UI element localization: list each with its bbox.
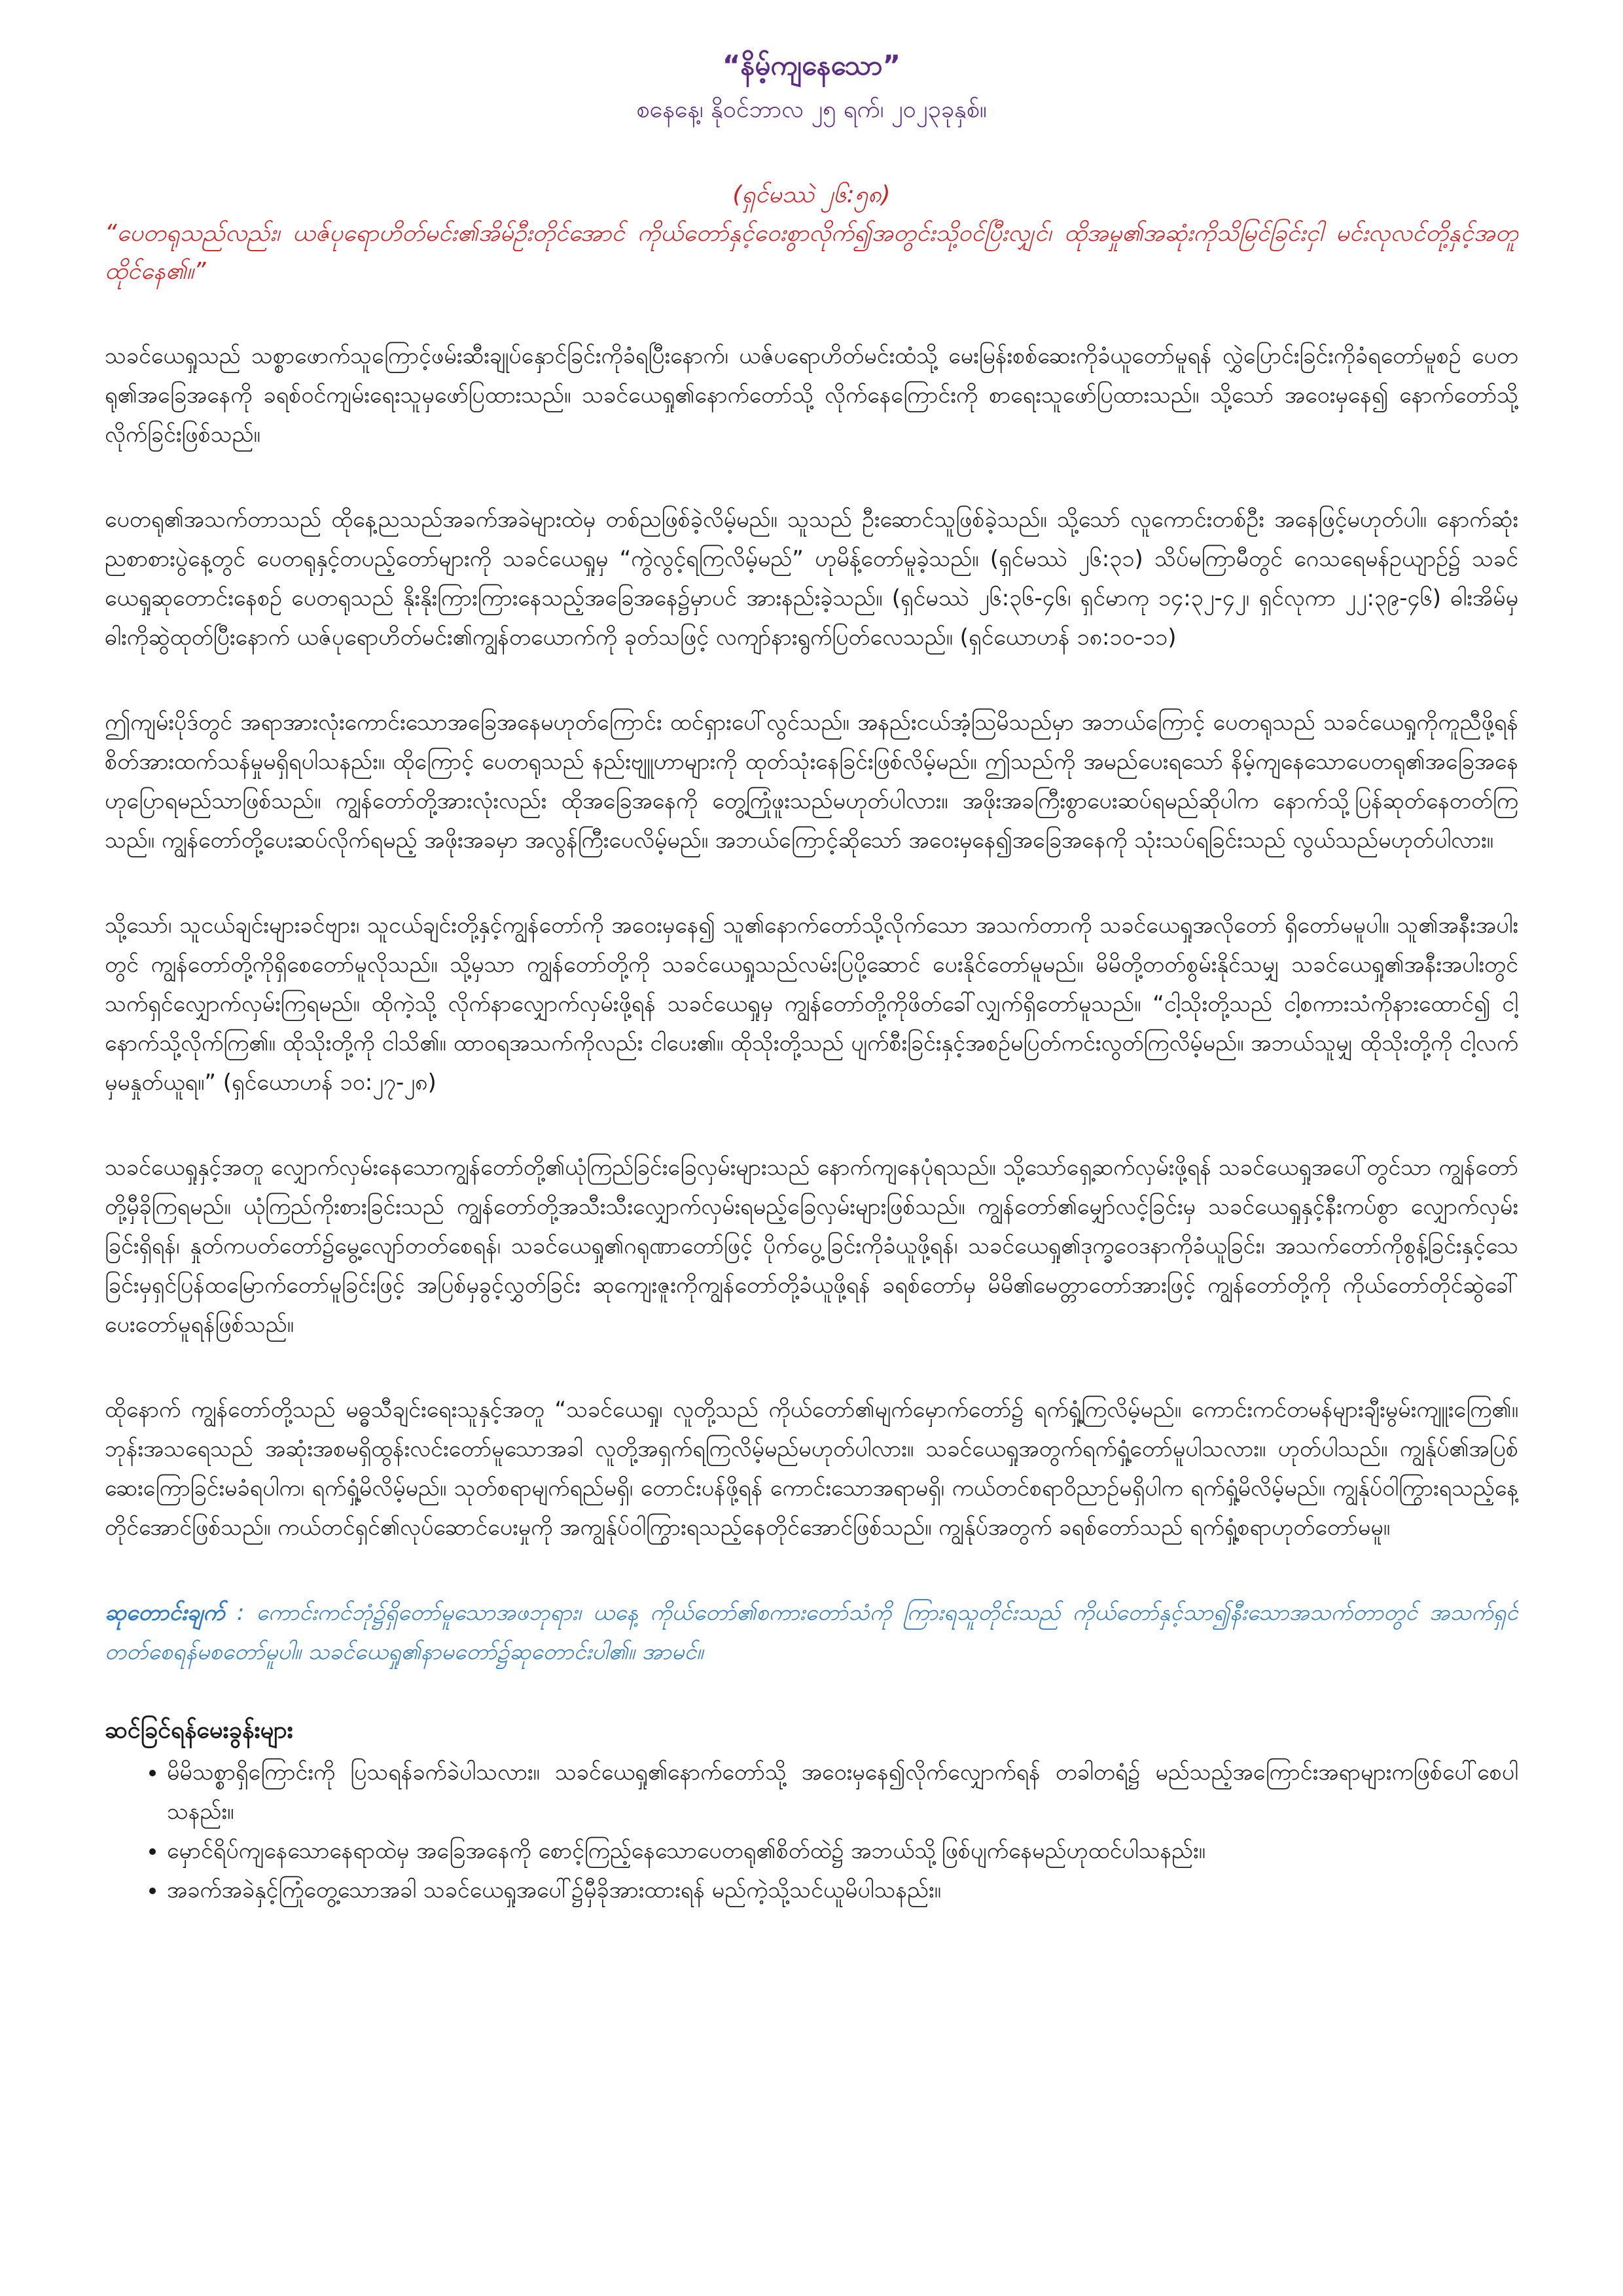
prayer-label: ဆုတောင်းချက် [105,1600,225,1626]
question-item-1: • မိမိသစ္စာရှိကြောင်းကို ပြသရန်ခက်ခဲပါသလား။ သခင်ယေရှု၏နောက်တော်သို့ အဝေးမှနေ၍လိုက်လျှောက်ရန် တခါတရံ၌ မည်သည့်အကြောင်းအရာများကဖြစ်ပေါ်စေပါသနည်း။ [167,1753,1518,1831]
questions-list [105,1753,1518,1910]
prayer-separator: : [224,1600,257,1626]
body-paragraph-2: ပေတရု၏အသက်တာသည် ထိုနေ့ညသည်အခက်အခဲများထဲမှ တစ်ညဖြစ်ခဲ့လိမ့်မည်။ သူသည် ဦးဆောင်သူဖြစ်ခဲ့သည်။ သို့သော် လူကောင်းတစ်ဦး အနေဖြင့်မဟုတ်ပါ။ နောက်ဆုံးညစာစားပွဲနေ့တွင် ပေတရုနှင့်တပည့်တော်များကို သခင်ယေရှုမှ “ကွဲလွင့်ရကြလိမ့်မည်” ဟုမိန့်တော်မူခဲ့သည်။ (ရှင်မဿဲ ၂၆:၃၁) သိပ်မကြာမီတွင် ဂေသရေမန်ဥယျာဉ်၌ သခင်ယေရှုဆုတောင်းနေစဉ် ပေတရုသည် နိုးနိုးကြားကြားနေသည့်အခြေအနေ၌မှာပင် အားနည်းခဲ့သည်။ (ရှင်မဿဲ ၂၆:၃၆-၄၆၊ ရှင်မာကု ၁၄:၃၂-၄၂၊ ရှင်လုကာ ၂၂:၃၉-၄၆) ဓါးအိမ်မှ ဓါးကိုဆွဲထုတ်ပြီးနောက် ယဇ်ပုရောဟိတ်မင်း၏ကျွန်တယောက်ကို ခုတ်သဖြင့် လကျာ်နားရွက်ပြတ်လေသည်။ (ရှင်ယောဟန် ၁၈:၁၀-၁၁) [105,507,1518,651]
questions-heading: ဆင်ခြင်ရန်မေးခွန်းများ [105,1717,293,1744]
page-title: “နိမ့်ကျနေသော” [722,49,901,81]
body-paragraph-1: သခင်ယေရှုသည် သစ္စာဖောက်သူကြောင့်ဖမ်းဆီးချုပ်နှောင်ခြင်းကိုခံရပြီးနောက်၊ ယဇ်ပရောဟိတ်မင်းထံသို့ မေးမြန်းစစ်ဆေးကိုခံယူတော်မူရန် လွှဲပြောင်းခြင်းကိုခံရတော်မူစဉ် ပေတရု၏အခြေအနေကို ခရစ်ဝင်ကျမ်းရေးသူမှဖော်ပြထားသည်။ သခင်ယေရှု၏နောက်တော်သို့ လိုက်နေကြောင်းကို စာရေးသူဖော်ပြထားသည်။ သို့သော် အဝေးမှနေ၍ နောက်တော်သို့လိုက်ခြင်းဖြစ်သည်။ [105,343,1518,448]
body-paragraph-4: သို့သော်၊ သူငယ်ချင်းများခင်ဗျား၊ သူငယ်ချင်းတို့နှင့်ကျွန်တော်ကို အဝေးမှနေ၍ သူ၏နောက်တော်သို့လိုက်သော အသက်တာကို သခင်ယေရှုအလိုတော် ရှိတော်မမူပါ။ သူ၏အနီးအပါးတွင် ကျွန်တော်တို့ကိုရှိစေတော်မူလိုသည်။ သို့မှသာ ကျွန်တော်တို့ကို သခင်ယေရှုသည်လမ်းပြပို့ဆောင် ပေးနိုင်တော်မူမည်။ မိမိတို့တတ်စွမ်းနိုင်သမျှ သခင်ယေရှု၏အနီးအပါးတွင် သက်ရှင်လျှောက်လှမ်းကြရမည်။ ထိုကဲ့သို့ လိုက်နာလျှောက်လှမ်းဖို့ရန် သခင်ယေရှုမှ ကျွန်တော်တို့ကိုဖိတ်ခေါ်လျှက်ရှိတော်မူသည်။ “ငါ့သိုးတို့သည် ငါ့စကားသံကိုနားထောင်၍ ငါ့နောက်သို့လိုက်ကြ၏။ ထိုသိုးတို့ကို ငါသိ၏။ ထာဝရအသက်ကိုလည်း ငါပေး၏။ ထိုသိုးတို့သည် ပျက်စီးခြင်းနှင့်အစဉ်မပြတ်ကင်းလွတ်ကြလိမ့်မည်။ အဘယ်သူမျှ ထိုသိုးတို့ကို ငါ့လက်မှမနှုတ်ယူရ။” (ရှင်ယောဟန် ၁၀:၂၇-၂၈) [105,912,1518,1096]
prayer-block [105,1593,1518,1672]
question-item-3: • အခက်အခဲနှင့်ကြုံတွေ့သောအခါ သခင်ယေရှုအပေါ်၌မှီခိုအားထားရန် မည်ကဲ့သို့သင်ယူမိပါသနည်း။ [167,1871,1518,1910]
body-paragraph-6: ထိုနောက် ကျွန်တော်တို့သည် မဓ္ဓသီချင်းရေးသူနှင့်အတူ “သခင်ယေရှု၊ လူတို့သည် ကိုယ်တော်၏မျက်မှောက်တော်၌ ရက်ရှုံ့ကြလိမ့်မည်။ ကောင်းကင်တမန်များချီးမွမ်းကျူးကြေ၏။ ဘုန်းအသရေသည် အဆုံးအစမရှိထွန်းလင်းတော်မူသောအခါ လူတို့အရှက်ရကြလိမ့်မည်မဟုတ်ပါလား။ သခင်ယေရှုအတွက်ရက်ရှုံ့တော်မူပါသလား။ ဟုတ်ပါသည်။ ကျွန်ုပ်၏အပြစ်ဆေးကြောခြင်းမခံရပါက၊ ရက်ရှုံ့မိလိမ့်မည်။ သုတ်စရာမျက်ရည်မရှိ၊ တောင်းပန်ဖို့ရန် ကောင်းသောအရာမရှိ၊ ကယ်တင်စရာဝိညာဉ်မရှိပါက ရက်ရှုံ့မိလိမ့်မည်။ ကျွန်ုပ်ဝါကြွားရသည့်နေ့တိုင်အောင်ဖြစ်သည်။ ကယ်တင်ရှင်၏လုပ်ဆောင်ပေးမှုကို အကျွန်ုပ်ဝါကြွားရသည့်နေတိုင်အောင်ဖြစ်သည်။ ကျွန်ုပ်အတွက် ခရစ်တော်သည် ရက်ရှုံ့စရာဟုတ်တော်မမူ။ [105,1397,1518,1541]
question-item-2: • မှောင်ရိပ်ကျနေသောနေရာထဲမှ အခြေအနေကို စောင့်ကြည့်နေသောပေတရု၏စိတ်ထဲ၌ အဘယ်သို့ဖြစ်ပျက်နေမည်ဟုထင်ပါသနည်း။ [167,1831,1518,1871]
verse-reference: (ရှင်မဿဲ ၂၆:၅၈) [732,181,891,208]
body-paragraph-5: သခင်ယေရှုနှင့်အတူ လျှောက်လှမ်းနေသောကျွန်တော်တို့၏ယုံကြည်ခြင်းခြေလှမ်းများသည် နောက်ကျနေပုံရသည်။ သို့သော်ရှေ့ဆက်လှမ်းဖို့ရန် သခင်ယေရှုအပေါ်တွင်သာ ကျွန်တော်တို့မှီခိုကြရမည်။ ယုံကြည်ကိုးစားခြင်းသည် ကျွန်တော်တို့အသီးသီးလျှောက်လှမ်းရမည့်ခြေလှမ်းများဖြစ်သည်။ ကျွန်တော်၏မျှော်လင့်ခြင်းမှ သခင်ယေရှုနှင့်နီးကပ်စွာ လျှောက်လှမ်းခြင်းရှိရန်၊ နှုတ်ကပတ်တော်၌မွေ့လျော်တတ်စေရန်၊ သခင်ယေရှု၏ဂရုဏာတော်ဖြင့် ပိုက်ပွေ့ခြင်းကိုခံယူဖို့ရန်၊ သခင်ယေရှု၏ဒုက္ခဝေဒနာကိုခံယူခြင်း၊ အသက်တော်ကိုစွန့်ခြင်းနှင့်သေခြင်းမှရှင်ပြန်ထမြောက်တော်မူခြင်းဖြင့် အပြစ်မှခွင့်လွှတ်ခြင်း ဆုကျေးဇူးကိုကျွန်တော်တို့ခံယူဖို့ရန် ခရစ်တော်မှ မိမိ၏မေတ္တာတော်အားဖြင့် ကျွန်တော်တို့ကို ကိုယ်တော်တိုင်ဆွဲခေါ်ပေးတော်မူရန်ဖြစ်သည်။ [105,1155,1518,1338]
devotional-page [105,46,1518,2258]
verse-text: “ပေတရုသည်လည်း၊ ယဇ်ပုရောဟိတ်မင်း၏အိမ်ဦးတိုင်အောင် ကိုယ်တော်နှင့်ဝေးစွာလိုက်၍အတွင်းသို့ဝင်ပြီးလျှင်၊ ထိုအမှု၏အဆုံးကိုသိမြင်ခြင်းငှါ မင်းလုလင်တို့နှင့်အတူထိုင်နေ၏။” [105,220,1518,285]
body-paragraph-3: ဤကျမ်းပိုဒ်တွင် အရာအားလုံးကောင်းသောအခြေအနေမဟုတ်ကြောင်း ထင်ရှားပေါ်လွင်သည်။ အနည်းငယ်အံ့ဩမိသည်မှာ အဘယ်ကြောင့် ပေတရုသည် သခင်ယေရှုကိုကူညီဖို့ရန် စိတ်အားထက်သန်မှုမရှိရပါသနည်း။ ထိုကြောင့် ပေတရုသည် နည်းဗျူဟာများကို ထုတ်သုံးနေခြင်းဖြစ်လိမ့်မည်။ ဤသည်ကို အမည်ပေးရသော် နိမ့်ကျနေသောပေတရု၏အခြေအနေဟုပြောရမည်သာဖြစ်သည်။ ကျွန်တော်တို့အားလုံးလည်း ထိုအခြေအနေကို တွေ့ကြုံဖူးသည်မဟုတ်ပါလား။ အဖိုးအခကြီးစွာပေးဆပ်ရမည်ဆိုပါက နောက်သို့ပြန်ဆုတ်နေတတ်ကြသည်။ ကျွန်တော်တို့ပေးဆပ်လိုက်ရမည့် အဖိုးအခမှာ အလွန်ကြီးပေလိမ့်မည်။ အဘယ်ကြောင့်ဆိုသော် အဝေးမှနေ၍အခြေအနေကို သုံးသပ်ရခြင်းသည် လွယ်သည်မဟုတ်ပါလား။ [105,709,1518,853]
page-date: စနေနေ့၊ နိုဝင်ဘာလ ၂၅ ရက်၊ ၂၀၂၃ခုနှစ်။ [636,96,987,123]
prayer-text: ကောင်းကင်ဘုံ၌ရှိတော်မူသောအဖဘုရား၊ ယနေ့ ကိုယ်တော်၏စကားတော်သံကို ကြားရသူတိုင်းသည် ကိုယ်တော်နှင့်သာ၍နီးသောအသက်တာတွင် အသက်ရှင်တတ်စေရန်မစတော်မူပါ။ သခင်ယေရှု၏နာမတော်၌ဆုတောင်းပါ၏။ အာမင်။ [105,1600,1518,1665]
